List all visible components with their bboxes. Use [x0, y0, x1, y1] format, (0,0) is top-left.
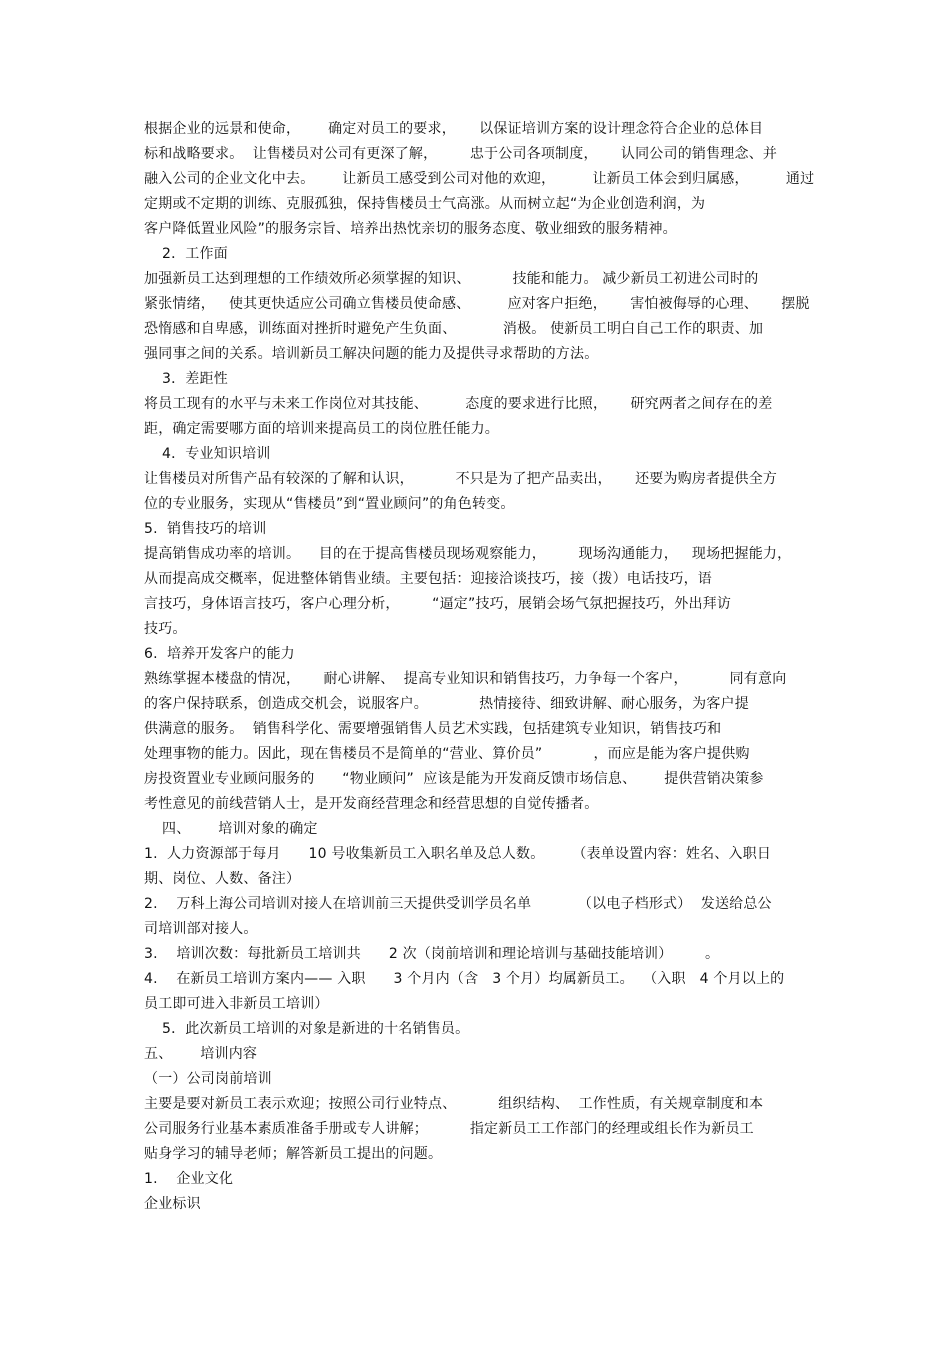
text-line: 言技巧，身体语言技巧，客户心理分析， “逼定”技巧，展销会场气氛把握技巧，外出拜访: [144, 596, 732, 612]
section-heading: 四、 培训对象的确定: [162, 821, 318, 837]
text-line: 熟练掌握本楼盘的情况， 耐心讲解、 提高专业知识和销售技巧，力争每一个客户， 同有意向: [144, 671, 787, 687]
text-line: 定期或不定期的训练、克服孤独，保持售楼员士气高涨。从而树立起“为企业创造利润，为: [144, 196, 706, 212]
text-line: 主要是要对新员工表示欢迎；按照公司行业特点、 组织结构、 工作性质，有关规章制度和本: [144, 1096, 764, 1112]
text-line: 房投资置业专业顾问服务的 “物业顾问” 应该是能为开发商反馈市场信息、 提供营销决策参: [144, 771, 764, 787]
text-line: 公司服务行业基本素质准备手册或专人讲解； 指定新员工工作部门的经理或组长作为新员工: [144, 1121, 754, 1137]
subheading: 4．专业知识培训: [162, 446, 271, 462]
text-line: 根据企业的远景和使命， 确定对员工的要求， 以保证培训方案的设计理念符合企业的总体目: [144, 121, 764, 137]
text-line: 员工即可进入非新员工培训）: [144, 996, 329, 1012]
text-line: 5．此次新员工培训的对象是新进的十名销售员。: [162, 1021, 470, 1037]
text-line: 处理事物的能力。因此，现在售楼员不是简单的“营业、算价员” ，而应是能为客户提供购: [144, 746, 750, 762]
subheading: 2．工作面: [162, 246, 228, 262]
text-line: 距，确定需要哪方面的培训来提高员工的岗位胜任能力。: [144, 421, 499, 437]
text-line: 位的专业服务，实现从“售楼员”到“置业顾问”的角色转变。: [144, 496, 515, 512]
subsection-heading: （一）公司岗前培训: [144, 1071, 272, 1087]
text-line: 客户降低置业风险”的服务宗旨、培养出热忱亲切的服务态度、敬业细致的服务精神。: [144, 221, 677, 237]
text-line: 贴身学习的辅导老师；解答新员工提出的问题。: [144, 1146, 443, 1162]
text-line: 紧张情绪， 使其更快适应公司确立售楼员使命感、 应对客户拒绝， 害怕被侮辱的心理、 摆脱: [144, 296, 810, 312]
text-line: 司培训部对接人。: [144, 921, 258, 937]
text-line: 4. 在新员工培训方案内—— 入职 3 个月内（含 3 个月）均属新员工。 （入职 4 个月以上的: [144, 971, 785, 987]
text-line: 企业标识: [144, 1196, 201, 1212]
text-line: 2. 万科上海公司培训对接人在培训前三天提供受训学员名单 （以电子档形式） 发送给总公: [144, 896, 772, 912]
text-line: 提高销售成功率的培训。 目的在于提高售楼员现场观察能力， 现场沟通能力， 现场把握能力，: [144, 546, 792, 562]
subheading: 6. 培养开发客户的能力: [144, 646, 295, 662]
text-line: 标和战略要求。 让售楼员对公司有更深了解， 忠于公司各项制度， 认同公司的销售理念、并: [144, 146, 778, 162]
text-line: 加强新员工达到理想的工作绩效所必须掌握的知识、 技能和能力。 减少新员工初进公司时的: [144, 271, 759, 287]
text-line: 供满意的服务。 销售科学化、需要增强销售人员艺术实践，包括建筑专业知识，销售技巧和: [144, 721, 722, 737]
subheading: 1. 企业文化: [144, 1171, 234, 1187]
text-line: 1. 人力资源部于每月 10 号收集新员工入职名单及总人数。 （表单设置内容：姓名、入职日: [144, 846, 772, 862]
text-line: 3. 培训次数：每批新员工培训共 2 次（岗前培训和理论培训与基础技能培训） 。: [144, 946, 720, 962]
section-heading: 五、 培训内容: [144, 1046, 258, 1062]
text-line: 的客户保持联系，创造成交机会，说服客户。 热情接待、细致讲解、耐心服务，为客户提: [144, 696, 749, 712]
text-line: 期、岗位、人数、备注）: [144, 871, 301, 887]
subheading: 3．差距性: [162, 371, 228, 387]
text-line: 考性意见的前线营销人士，是开发商经营理念和经营思想的自觉传播者。: [144, 796, 599, 812]
text-line: 融入公司的企业文化中去。 让新员工感受到公司对他的欢迎， 让新员工体会到归属感， 通过: [144, 171, 815, 187]
subheading: 5. 销售技巧的培训: [144, 521, 267, 537]
text-line: 从而提高成交概率，促进整体销售业绩。主要包括：迎接洽谈技巧，接（拨）电话技巧，语: [144, 571, 712, 587]
text-line: 恐惰感和自卑感，训练面对挫折时避免产生负面、 消极。 使新员工明白自己工作的职责、加: [144, 321, 764, 337]
text-line: 将员工现有的水平与未来工作岗位对其技能、 态度的要求进行比照， 研究两者之间存在的差: [144, 396, 773, 412]
text-line: 技巧。: [144, 621, 187, 637]
text-line: 强同事之间的关系。培训新员工解决问题的能力及提供寻求帮助的方法。: [144, 346, 599, 362]
text-line: 让售楼员对所售产品有较深的了解和认识， 不只是为了把产品卖出， 还要为购房者提供全方: [144, 471, 778, 487]
